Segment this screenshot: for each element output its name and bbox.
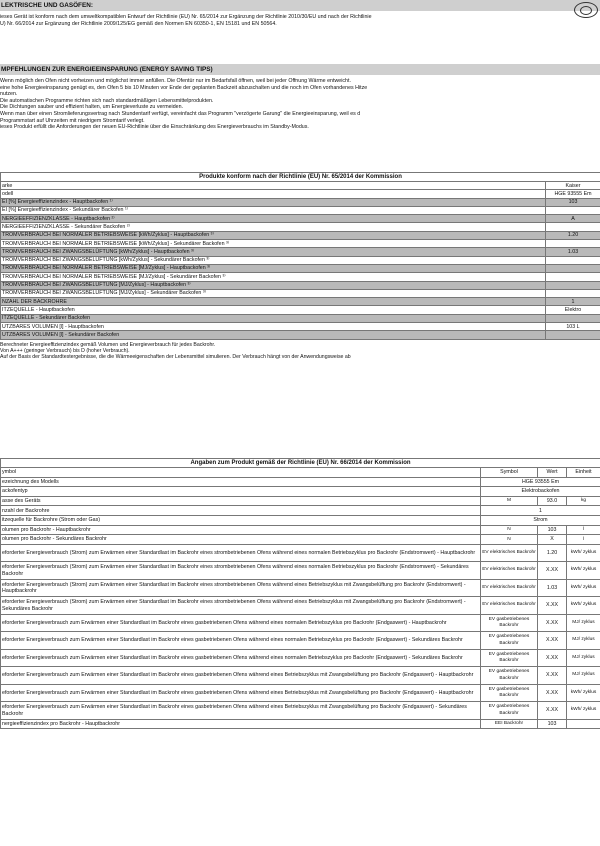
row-unit: kWh/ zyklus [567, 597, 600, 615]
row-symbol: N [481, 525, 538, 535]
table-row [1, 702, 600, 720]
row-symbol: EV gasbetriebenes Backrohr [481, 684, 538, 702]
header-cell: Symbol [481, 468, 538, 478]
row-value [546, 314, 600, 322]
row-value: 1.03 [538, 579, 567, 597]
row-value [546, 264, 600, 272]
row-label: eforderter Energieverbrauch (Strom) zum Erwärmen einer Standardlast im Backrohr eines strombetriebenen Ofens während eines Betriebszyklus mit Zwangsbelüftung pro Backrohr (Endstromwert) - Sekundäres Backrohr [1, 597, 481, 615]
row-value [546, 206, 600, 214]
table-row [1, 331, 600, 339]
row-value: 1.03 [546, 248, 600, 256]
row-label: olumen pro Backrohr - Hauptbackrohr [1, 525, 481, 535]
table-row [1, 256, 600, 264]
table-row [1, 487, 600, 497]
text-line: Die automatischen Programme richten sich nach standardmäßigen Lebensmittelprodukten. [0, 97, 214, 104]
text-line: ieses Produkt erfüllt die Anforderungen der neuen EU-Richtlinie über die Einschränkung des Energieverbrauchs im Standby-Modus. [0, 124, 309, 131]
row-label: NZAHL DER BACKROHRE [1, 298, 546, 306]
table-row [1, 289, 600, 297]
row-value: Kaiser [546, 182, 600, 190]
row-value: A [546, 215, 600, 223]
table-row [1, 614, 600, 632]
row-value: X.XX [538, 684, 567, 702]
row-unit: l [567, 535, 600, 545]
electrical-section-title: LEKTRISCHE UND GASÖFEN: [0, 0, 600, 11]
table-title: Produkte konform nach der Richtlinie (EU) Nr. 65/2014 der Kommission [1, 173, 600, 182]
header-cell: Wert [538, 468, 567, 478]
row-label: eforderter Energieverbrauch zum Erwärmen einer Standardlast im Backrohr eines gasbetriebenen Ofens während eines normalen Betriebszyklus pro Backrohr (Endgaswert) - Sekundäres Backrohr [1, 632, 481, 650]
row-label: eforderter Energieverbrauch zum Erwärmen einer Standardlast im Backrohr eines gasbetriebenen Ofens während eines normalen Betriebszyklus pro Backrohr (Endgaswert) - Hauptbackrohr [1, 614, 481, 632]
row-value [546, 223, 600, 231]
table-row [1, 535, 600, 545]
row-value: X.XX [538, 702, 567, 720]
row-value: 93.0 [538, 496, 567, 506]
row-value: 103 [546, 198, 600, 206]
row-symbol: EV elektrisches Backrohr [481, 562, 538, 580]
row-symbol: EV gasbetriebenes Backrohr [481, 649, 538, 667]
row-value: 1.20 [538, 544, 567, 562]
row-label: eforderter Energieverbrauch zum Erwärmen einer Standardlast im Backrohr eines gasbetriebenen Ofens während eines normalen Betriebszyklus pro Backrohr (Endgaswert) - Sekundäres Backrohr [1, 649, 481, 667]
table-row [1, 525, 600, 535]
row-symbol: EV elektrisches Backrohr [481, 544, 538, 562]
table-row [1, 684, 600, 702]
row-unit: MJ/ zyklus [567, 632, 600, 650]
table-row [1, 190, 600, 198]
energy-saving-text [0, 78, 600, 131]
row-label: eforderter Energieverbrauch zum Erwärmen einer Standardlast im Backrohr eines gasbetriebenen Ofens während eines Betriebszyklus mit Zwangsbelüftung pro Backrohr (Endgaswert) - Hauptbackrohr [1, 667, 481, 685]
table-row [1, 597, 600, 615]
energy-saving-title: MPFEHLUNGEN ZUR ENERGIEEINSPARUNG (ENERGY SAVING TIPS) [0, 64, 600, 75]
row-unit: kWh/ zyklus [567, 544, 600, 562]
table-row [1, 562, 600, 580]
row-label: EI [%] Energieeffizienzindex - Hauptbackofen ¹⁾ [1, 198, 546, 206]
row-label: itzequelle für Backrohre (Strom oder Gas) [1, 515, 481, 525]
table-row [1, 306, 600, 314]
row-label: nergieeffizienzindex pro Backrohr - Hauptbackrohr [1, 719, 481, 729]
table-row [1, 719, 600, 729]
row-value: 103 [538, 719, 567, 729]
row-symbol: EV gasbetriebenes Backrohr [481, 614, 538, 632]
table-row [1, 215, 600, 223]
text-line: ieses Gerät ist konform nach dem umweltkompatiblen Entwurf der Richtlinie (EU) Nr. 65/2014 zur Ergänzung der Richtlinie 2010/30/EU und nach der Richtlinie [0, 14, 372, 20]
row-label: eforderter Energieverbrauch (Strom) zum Erwärmen einer Standardlast im Backrohr eines strombetriebenen Ofens während eines normalen Betriebszyklus pro Backrohr (Endstromwert) - Sekundäres Backrohr [1, 562, 481, 580]
table-row [1, 223, 600, 231]
row-unit: kWh/ zyklus [567, 702, 600, 720]
row-unit: kWh/ zyklus [567, 579, 600, 597]
table-row [1, 231, 600, 239]
table-row [1, 206, 600, 214]
table-row [1, 496, 600, 506]
row-symbol: N [481, 535, 538, 545]
row-value: X.XX [538, 562, 567, 580]
row-unit: MJ/ zyklus [567, 649, 600, 667]
row-label: NERGIEEFFIZIENZKLASSE - Sekundärer Backofen ²⁾ [1, 223, 546, 231]
row-label: UTZBARES VOLUMEN [l] - Sekundärer Backofen [1, 331, 546, 339]
table-row [1, 506, 600, 516]
row-label: TROMVERBRAUCH BEI NORMALER BETRIEBSWEISE [MJ/Zyklus] - Sekundärer Backofen ³⁾ [1, 273, 546, 281]
row-value: 103 L [546, 323, 600, 331]
table-row [1, 198, 600, 206]
energy-label-table [0, 172, 600, 340]
table-row [1, 264, 600, 272]
text-line: Programmstart auf Uhrzeiten mit niedrigem Stromtarif verlegt. [0, 117, 145, 124]
row-value: X.XX [538, 649, 567, 667]
row-unit [567, 719, 600, 729]
row-label: eforderter Energieverbrauch (Strom) zum Erwärmen einer Standardlast im Backrohr eines strombetriebenen Ofens während eines Betriebszyklus mit Zwangsbelüftung pro Backrohr (Endstromwert) - Hauptbackrohr [1, 579, 481, 597]
table-row [1, 281, 600, 289]
table-row [1, 667, 600, 685]
electrical-text [0, 14, 600, 27]
row-symbol: EV gasbetriebenes Backrohr [481, 667, 538, 685]
footnote: Berechneter Energieeffizienzindex gemäß Volumen und Energieverbrauch für jedes Backrohr. [0, 342, 216, 348]
row-unit: MJ/ zyklus [567, 614, 600, 632]
footnote: Auf der Basis der Standardtestergebnisse, die die Wärmeeigenschaften der Lebensmittel simulieren. Der Verbrauch hängt von der Anwendungsweise ab [0, 354, 351, 361]
table-row [1, 273, 600, 281]
row-label: eforderter Energieverbrauch (Strom) zum Erwärmen einer Standardlast im Backrohr eines strombetriebenen Ofens während eines normalen Betriebszyklus pro Backrohr (Endstromwert) - Hauptbackrohr [1, 544, 481, 562]
table-row [1, 323, 600, 331]
row-label: odell [1, 190, 546, 198]
row-value: HGE 93555 Em [546, 190, 600, 198]
row-label: TROMVERBRAUCH BEI ZWANGSBELÜFTUNG [kWh/Zyklus] - Sekundärer Backofen ³⁾ [1, 256, 546, 264]
row-value [546, 273, 600, 281]
row-label: ackofentyp [1, 487, 481, 497]
row-symbol: EV gasbetriebenes Backrohr [481, 702, 538, 720]
row-label: ITZEQUELLE - Hauptbackofen [1, 306, 546, 314]
table-row [1, 515, 600, 525]
row-label: eforderter Energieverbrauch zum Erwärmen einer Standardlast im Backrohr eines gasbetriebenen Ofens während eines Betriebszyklus mit Zwangsbelüftung pro Backrohr (Endgaswert) - Sekundäres Backrohr [1, 702, 481, 720]
row-label: eforderter Energieverbrauch zum Erwärmen einer Standardlast im Backrohr eines gasbetriebenen Ofens während eines Betriebszyklus mit Zwangsbelüftung pro Backrohr (Endgaswert) - Hauptbackrohr [1, 684, 481, 702]
row-label: TROMVERBRAUCH BEI NORMALER BETRIEBSWEISE [kWh/Zyklus] - Sekundärer Backofen ³⁾ [1, 240, 546, 248]
row-unit: MJ/ zyklus [567, 667, 600, 685]
row-label: UTZBARES VOLUMEN [l] - Hauptbackofen [1, 323, 546, 331]
row-symbol: EV elektrisches Backrohr [481, 579, 538, 597]
table-row [1, 182, 600, 190]
row-label: NERGIEEFFIZIENZKLASSE - Hauptbackofen ²⁾ [1, 215, 546, 223]
table-row [1, 240, 600, 248]
row-value [546, 331, 600, 339]
row-label: TROMVERBRAUCH BEI ZWANGSBELÜFTUNG [MJ/Zyklus] - Hauptbackofen ³⁾ [1, 281, 546, 289]
row-value: X.XX [538, 667, 567, 685]
row-value [546, 240, 600, 248]
row-value [546, 256, 600, 264]
product-info-table [0, 458, 600, 729]
row-label: TROMVERBRAUCH BEI ZWANGSBELÜFTUNG [kWh/Zyklus] - Hauptbackofen ³⁾ [1, 248, 546, 256]
row-label: nzahl der Backrohre [1, 506, 481, 516]
text-line: Wenn man über einen Stromlieferungsvertrag nach Stundentarif verfügt, vereinfacht das Programm "verzögerte Garung" die Energieeinsparung, weil es d [0, 110, 361, 117]
text-line: Die Dichtungen sauber und effizient halten, um Energieverluste zu vermeiden. [0, 104, 184, 111]
footnote: Von A+++ (geringer Verbrauch) bis D (hoher Verbrauch). [0, 348, 130, 355]
row-label: TROMVERBRAUCH BEI ZWANGSBELÜFTUNG [MJ/Zyklus] - Sekundärer Backofen ³⁾ [1, 289, 546, 297]
row-label: TROMVERBRAUCH BEI NORMALER BETRIEBSWEISE [kWh/Zyklus] - Hauptbackofen ³⁾ [1, 231, 546, 239]
row-value [546, 289, 600, 297]
text-line: Wenn möglich den Ofen nicht vorheizen und möglichst immer anfüllen. Die Ofentür nur im Bedarfsfall öffnen, weil bei jeder Öffnung Wärme entweicht. [0, 78, 351, 84]
row-label: ezeichnung des Modells [1, 477, 481, 487]
row-unit: l [567, 525, 600, 535]
row-symbol: EEI Backrohr [481, 719, 538, 729]
footnotes [0, 342, 600, 361]
row-symbol: M [481, 496, 538, 506]
text-line: eine hohe Energieeinsparung genügt es, den Ofen 5 bis 10 Minuten vor Ende der geplanten Backzeit abzuschalten und die noch im Ofen vorhandenes Hitze [0, 84, 368, 91]
header-cell: ymbol [1, 468, 481, 478]
row-label: arke [1, 182, 546, 190]
row-value: 103 [538, 525, 567, 535]
row-value [546, 281, 600, 289]
row-value: X.XX [538, 597, 567, 615]
text-line: U) Nr. 66/2014 zur Ergänzung der Richtlinie 2009/125/EG gemäß den Normen EN 60350-1, EN 15181 und EN 50564. [0, 20, 277, 27]
header-cell: Einheit [567, 468, 600, 478]
table-row [1, 632, 600, 650]
row-value: X.XX [538, 632, 567, 650]
row-value: Elektrobackofen [481, 487, 600, 497]
table-row [1, 298, 600, 306]
row-label: asse des Geräts [1, 496, 481, 506]
row-symbol: EV gasbetriebenes Backrohr [481, 632, 538, 650]
table-row [1, 579, 600, 597]
table-row [1, 248, 600, 256]
row-label: ITZEQUELLE - Sekundärer Backofen [1, 314, 546, 322]
table-row [1, 314, 600, 322]
text-line: nutzen. [0, 91, 18, 98]
table-row [1, 649, 600, 667]
table-row [1, 544, 600, 562]
table-row [1, 477, 600, 487]
table-header-row [1, 468, 600, 478]
row-value: 1 [546, 298, 600, 306]
row-unit: kWh/ zyklus [567, 684, 600, 702]
row-label: EI [%] Energieeffizienzindex - Sekundärer Backofen ¹⁾ [1, 206, 546, 214]
row-value: X [538, 535, 567, 545]
table-title: Angaben zum Produkt gemäß der Richtlinie (EU) Nr. 66/2014 der Kommission [1, 459, 600, 468]
row-unit: kWh/ zyklus [567, 562, 600, 580]
row-value: Elektro [546, 306, 600, 314]
row-value: HGE 93555 Em [481, 477, 600, 487]
row-label: olumen pro Backrohr - Sekundäres Backrohr [1, 535, 481, 545]
row-value: Strom [481, 515, 600, 525]
row-unit: kg [567, 496, 600, 506]
row-symbol: EV elektrisches Backrohr [481, 597, 538, 615]
row-value: X.XX [538, 614, 567, 632]
row-value: 1.20 [546, 231, 600, 239]
row-value: 1 [481, 506, 600, 516]
row-label: TROMVERBRAUCH BEI NORMALER BETRIEBSWEISE [MJ/Zyklus] - Hauptbackofen ³⁾ [1, 264, 546, 272]
